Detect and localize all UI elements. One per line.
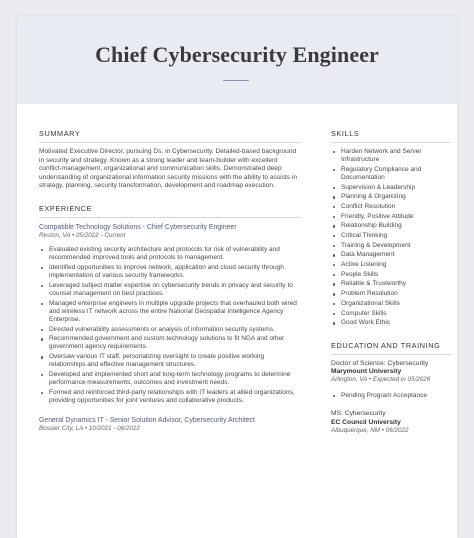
- resume-header: [17, 16, 457, 104]
- main-column: [39, 129, 301, 439]
- skill-item: Problem Resolution: [331, 290, 451, 298]
- page-title: Chief Cybersecurity Engineer: [95, 42, 379, 67]
- education-school: EC Council University: [331, 418, 401, 426]
- skills-list: [331, 148, 451, 327]
- education-heading: EDUCATION AND TRAINING: [331, 340, 441, 350]
- skill-item: Organizational Skills: [331, 300, 451, 308]
- skill-item: Harden Network and Server Infrastructure: [331, 148, 451, 164]
- education-meta: Albuquerque, NM • 06/2022: [331, 426, 409, 434]
- job-bullet: Managed enterprise engineers in multiple upgrade projects that overhauled both wired and wireless IT network across the entire National Geospatial Intelligence Agency Enterprise.: [39, 300, 301, 324]
- job-bullet: Directed vulnerability assessments or analysis of information security systems.: [39, 326, 301, 334]
- skill-item: Relationship Building: [331, 222, 451, 230]
- job-bullets: [39, 246, 301, 405]
- skill-item: Conflict Resolution: [331, 203, 451, 211]
- job-bullet: Recommended government and custom technology solutions to fit NGA and other government agency requirements.: [39, 335, 301, 351]
- job-bullet: Identified opportunities to improve network, application and cloud security through implementation of various security frameworks.: [39, 264, 301, 280]
- education-bullet: Pending Program Acceptance: [331, 392, 451, 400]
- summary-divider: [39, 142, 301, 143]
- skill-item: Planning & Organizing: [331, 193, 451, 201]
- skill-item: Active Listening: [331, 261, 451, 269]
- skills-divider: [331, 142, 451, 143]
- job-meta: Bossier City, LA • 10/2021 - 06/2022: [39, 424, 140, 432]
- education-meta: Arlington, VA • Expected in 05/2026: [331, 376, 431, 384]
- title-divider: [223, 80, 249, 81]
- skill-item: Supervision & Leadership: [331, 184, 451, 192]
- education-degree: Doctor of Science: Cybersecurity: [331, 359, 429, 367]
- education-degree: MS: Cybersecurity: [331, 410, 386, 418]
- resume-page: [17, 16, 457, 538]
- summary-heading: SUMMARY: [39, 129, 81, 138]
- skill-item: Friendly, Positive Attitude: [331, 213, 451, 221]
- education-bullets: [331, 392, 451, 400]
- skill-item: Critical Thinking: [331, 232, 451, 240]
- job-bullet: Oversaw various IT staff, personalizing oversight to create positive working relationships and effective management structures.: [39, 353, 301, 369]
- skill-item: Regulatory Compliance and Documentation: [331, 166, 451, 182]
- skill-item: Training & Development: [331, 242, 451, 250]
- experience-divider: [39, 217, 301, 218]
- skills-heading: SKILLS: [331, 129, 360, 138]
- skill-item: Reliable & Trustworthy: [331, 280, 451, 288]
- skill-item: Good Work Ethic: [331, 319, 451, 327]
- job-bullet: Evaluated existing security architecture and protocols for risk of vulnerability and recommended improved tools and protocols to management.: [39, 246, 301, 262]
- job-title: General Dynamics IT - Senior Solution Advisor, Cybersecurity Architect: [39, 416, 255, 424]
- education-divider: [331, 354, 451, 355]
- job-meta: Reston, VA • 05/2022 - Current: [39, 231, 126, 239]
- skill-item: Data Management: [331, 251, 451, 259]
- education-school: Marymount University: [331, 368, 402, 376]
- job-bullet: Formed and reinforced third-party relationships with IT leaders at allied organizations, providing opportunities for joint ventures and collaborative products.: [39, 389, 301, 405]
- job-bullet: Developed and implemented short and long-term technology programs to determine performance measurements, outcomes and investment needs.: [39, 371, 301, 387]
- side-column: [331, 129, 451, 435]
- job-title: Compatible Technology Solutions - Chief Cybersecurity Engineer: [39, 223, 237, 231]
- skill-item: People Skills: [331, 271, 451, 279]
- experience-heading: EXPERIENCE: [39, 203, 93, 213]
- skill-item: Computer Skills: [331, 310, 451, 318]
- summary-text: Motivated Executive Director, pursuing Ds. in Cybersecurity. Detailed-based background in security and strategy. Known as a strong leader and team-builder with excellent conflict-management, organizational and communication skills. Demonstrated deep understanding of organizational information security missions with the ability to assists in strategy, planning, security transformation, development and roadmap execution.: [39, 148, 298, 190]
- job-bullet: Leveraged subject matter expertise on cybersecurity trends in privacy and security to counsel management on best practices.: [39, 282, 301, 298]
